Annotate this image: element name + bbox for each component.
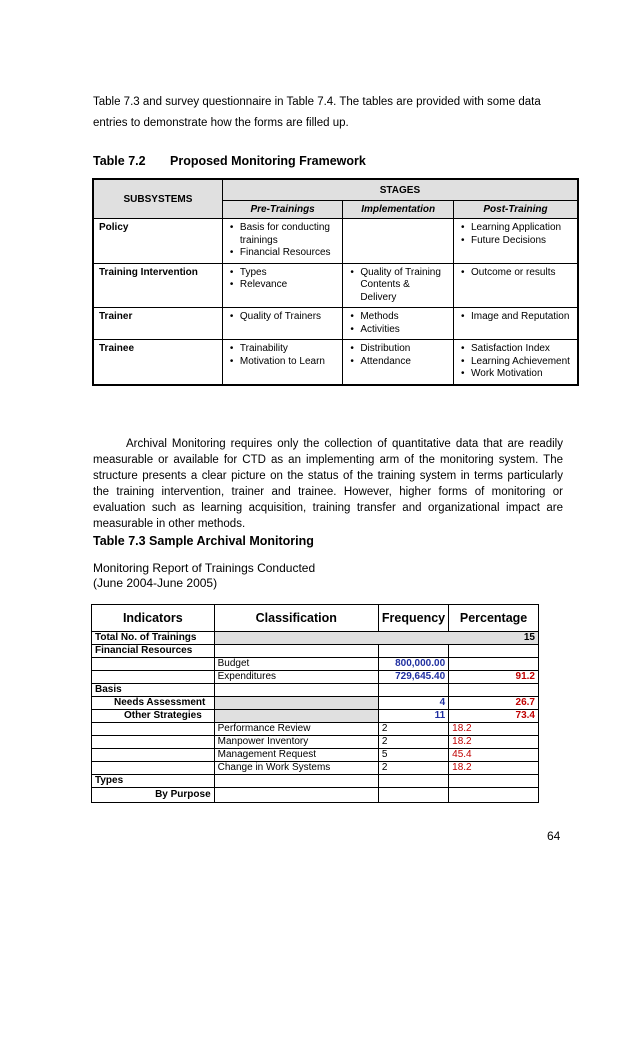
expenditures-pct: 91.2 xyxy=(449,671,539,684)
pre-cell xyxy=(222,263,342,308)
basis-label: Basis xyxy=(92,684,215,697)
table73-title: Table 7.3 Sample Archival Monitoring xyxy=(93,534,314,548)
table73-subtitle-1: Monitoring Report of Trainings Conducted xyxy=(93,561,316,575)
list-item: • Activities xyxy=(360,324,448,337)
total-label: Total No. of Trainings xyxy=(92,632,215,645)
subsystems-header: SUBSYSTEMS xyxy=(93,179,222,219)
sub-classification: Performance Review xyxy=(214,723,378,736)
needs-pct: 26.7 xyxy=(449,697,539,710)
list-item: • Outcome or results xyxy=(471,267,572,280)
stage-col-pre: Pre-Trainings xyxy=(222,201,342,219)
impl-cell xyxy=(343,340,454,385)
pre-cell xyxy=(222,219,342,264)
intro-line-1: Table 7.3 and survey questionnaire in Table 7.4. The tables are provided with some data xyxy=(93,96,541,108)
table-row xyxy=(92,749,539,762)
types-label: Types xyxy=(92,775,215,788)
row-label: Training Intervention xyxy=(93,263,222,308)
sub-pct: 18.2 xyxy=(449,762,539,775)
table-row xyxy=(92,723,539,736)
sub-freq: 2 xyxy=(378,736,448,749)
table72-row-trainer xyxy=(93,308,578,340)
list-item: • Methods xyxy=(360,311,448,324)
table-row xyxy=(92,632,539,645)
table-row xyxy=(92,658,539,671)
table73-header-row xyxy=(92,605,539,632)
sub-classification: Change in Work Systems xyxy=(214,762,378,775)
impl-cell xyxy=(343,219,454,264)
list-item: • Types xyxy=(240,267,337,280)
sub-freq: 2 xyxy=(378,762,448,775)
body-paragraph: Archival Monitoring requires only the collection of quantitative data that are readily measurable or available for CTD as an implementing arm of the monitoring system. The structure presents a clear picture on the status of the training system in terms particularly the training intervention, trainer and trainee. However, higher forms of monitoring or evaluation such as learning acquisition, training transfer and organizational impact are measurable in other methods. xyxy=(93,438,563,530)
stages-header: STAGES xyxy=(222,179,578,201)
row-label: Policy xyxy=(93,219,222,264)
page-number: 64 xyxy=(547,829,561,843)
table72-row-policy xyxy=(93,219,578,264)
impl-cell xyxy=(343,308,454,340)
table-row xyxy=(92,671,539,684)
row-label: Trainee xyxy=(93,340,222,385)
table-row xyxy=(92,684,539,697)
sub-pct: 18.2 xyxy=(449,736,539,749)
list-item: • Quality of Trainers xyxy=(240,311,337,324)
sub-pct: 18.2 xyxy=(449,723,539,736)
row-label: Trainer xyxy=(93,308,222,340)
table-row xyxy=(92,710,539,723)
archival-monitoring-table xyxy=(91,604,539,803)
list-item: • Relevance xyxy=(240,279,337,292)
list-item: • Trainability xyxy=(240,343,337,356)
post-cell xyxy=(454,308,579,340)
list-item: • Basis for conducting trainings xyxy=(240,222,337,247)
table-row xyxy=(92,788,539,803)
sub-classification: Management Request xyxy=(214,749,378,762)
list-item: • Future Decisions xyxy=(471,235,572,248)
needs-label: Needs Assessment xyxy=(92,697,215,710)
table73-subtitle-2: (June 2004-June 2005) xyxy=(93,576,218,590)
col-indicators: Indicators xyxy=(92,605,215,632)
table72-title: Proposed Monitoring Framework xyxy=(170,154,366,168)
other-pct: 73.4 xyxy=(449,710,539,723)
col-percentage: Percentage xyxy=(449,605,539,632)
list-item: • Quality of Training Contents & Delivery xyxy=(360,267,448,305)
table72-row-trainee xyxy=(93,340,578,385)
sub-pct: 45.4 xyxy=(449,749,539,762)
list-item: • Satisfaction Index xyxy=(471,343,572,356)
list-item: • Attendance xyxy=(360,356,448,369)
needs-freq: 4 xyxy=(378,697,448,710)
budget-label: Budget xyxy=(214,658,378,671)
stage-col-post: Post-Training xyxy=(454,201,579,219)
monitoring-framework-table xyxy=(92,178,579,386)
purpose-label: By Purpose xyxy=(92,788,215,803)
expenditures-label: Expenditures xyxy=(214,671,378,684)
list-item: • Learning Application xyxy=(471,222,572,235)
list-item: • Work Motivation xyxy=(471,368,572,381)
other-label: Other Strategies xyxy=(92,710,215,723)
budget-value: 800,000.00 xyxy=(378,658,448,671)
sub-freq: 2 xyxy=(378,723,448,736)
table-row xyxy=(92,762,539,775)
pre-cell xyxy=(222,308,342,340)
col-classification: Classification xyxy=(214,605,378,632)
impl-cell xyxy=(343,263,454,308)
table72-row-training-intervention xyxy=(93,263,578,308)
table-row xyxy=(92,736,539,749)
list-item: • Image and Reputation xyxy=(471,311,572,324)
list-item: • Motivation to Learn xyxy=(240,356,337,369)
total-value: 15 xyxy=(214,632,538,645)
table-row xyxy=(92,775,539,788)
table-row xyxy=(92,645,539,658)
list-item: • Distribution xyxy=(360,343,448,356)
intro-line-2: entries to demonstrate how the forms are filled up. xyxy=(93,117,349,129)
other-freq: 11 xyxy=(378,710,448,723)
table72-number: Table 7.2 xyxy=(93,154,146,168)
post-cell xyxy=(454,219,579,264)
post-cell xyxy=(454,263,579,308)
financial-label: Financial Resources xyxy=(92,645,215,658)
list-item: • Financial Resources xyxy=(240,247,337,260)
table-row xyxy=(92,697,539,710)
sub-freq: 5 xyxy=(378,749,448,762)
col-frequency: Frequency xyxy=(378,605,448,632)
sub-classification: Manpower Inventory xyxy=(214,736,378,749)
stage-col-impl: Implementation xyxy=(343,201,454,219)
expenditures-value: 729,645.40 xyxy=(378,671,448,684)
list-item: • Learning Achievement xyxy=(471,356,572,369)
post-cell xyxy=(454,340,579,385)
pre-cell xyxy=(222,340,342,385)
